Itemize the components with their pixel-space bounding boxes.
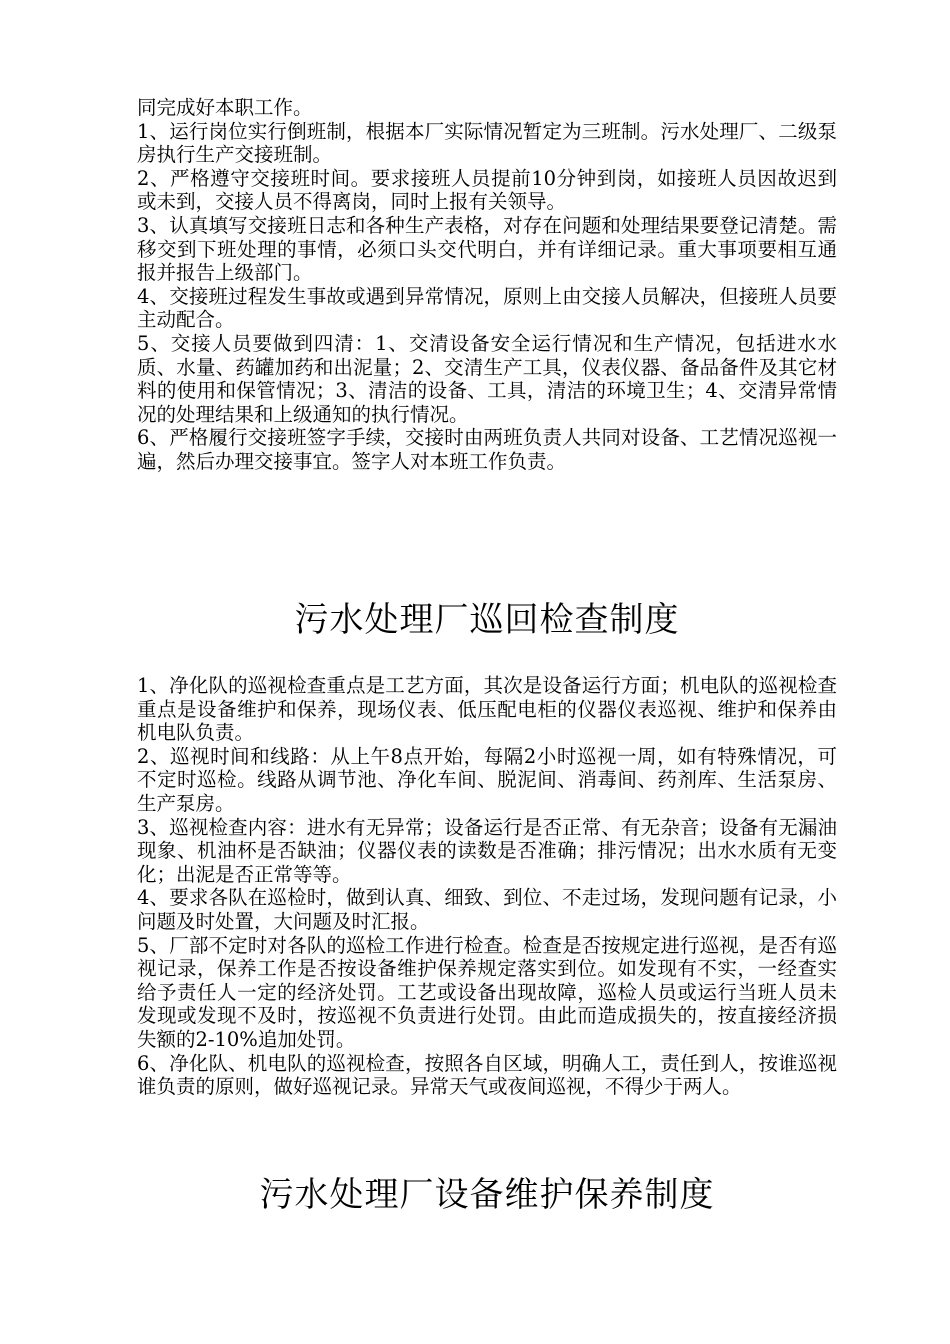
paragraph: 2、严格遵守交接班时间。要求接班人员提前10分钟到岗，如接班人员因故迟到或未到，交接人员不得离岗，同时上报有关领导。 [137,166,837,214]
paragraph: 5、交接人员要做到四清：1、交清设备安全运行情况和生产情况，包括进水水质、水量、药罐加药和出泥量；2、交清生产工具，仪表仪器、备品备件及其它材料的使用和保管情况；3、清洁的设备、工具，清洁的环境卫生；4、交清异常情况的处理结果和上级通知的执行情况。 [137,331,837,426]
section-title-maintenance: 污水处理厂设备维护保养制度 [259,1175,715,1215]
paragraph: 4、交接班过程发生事故或遇到异常情况，原则上由交接人员解决，但接班人员要主动配合。 [137,284,837,332]
paragraph: 6、严格履行交接班签字手续，交接时由两班负责人共同对设备、工艺情况巡视一遍，然后办理交接事宜。签字人对本班工作负责。 [137,426,837,473]
paragraph: 1、运行岗位实行倒班制，根据本厂实际情况暂定为三班制。污水处理厂、二级泵房执行生产交接班制。 [137,119,837,167]
inspection-rules [137,674,837,1099]
paragraph: 同完成好本职工作。 [137,96,313,119]
paragraph: 3、认真填写交接班日志和各种生产表格，对存在问题和处理结果要登记清楚。需移交到下班处理的事情，必须口头交代明白，并有详细记录。重大事项要相互通报并报告上级部门。 [137,213,837,285]
paragraph: 1、净化队的巡视检查重点是工艺方面，其次是设备运行方面；机电队的巡视检查重点是设备维护和保养，现场仪表、低压配电柜的仪器仪表巡视、维护和保养由机电队负责。 [137,674,837,745]
shift-handover-rules [137,96,837,474]
paragraph: 2、巡视时间和线路：从上午8点开始，每隔2小时巡视一周，如有特殊情况，可不定时巡检。线路从调节池、净化车间、脱泥间、消毒间、药剂库、生活泵房、生产泵房。 [137,744,837,815]
paragraph: 4、要求各队在巡检时，做到认真、细致、到位、不走过场，发现问题有记录，小问题及时处置，大问题及时汇报。 [137,886,837,933]
paragraph: 6、净化队、机电队的巡视检查，按照各自区域，明确人工，责任到人，按谁巡视谁负责的原则，做好巡视记录。异常天气或夜间巡视，不得少于两人。 [137,1051,837,1099]
section-title-inspection: 污水处理厂巡回检查制度 [294,600,680,640]
paragraph: 3、巡视检查内容：进水有无异常；设备运行是否正常、有无杂音；设备有无漏油现象、机油杯是否缺油；仪器仪表的读数是否准确；排污情况；出水水质有无变化；出泥是否正常等等。 [137,815,837,886]
paragraph: 5、厂部不定时对各队的巡检工作进行检查。检查是否按规定进行巡视，是否有巡视记录，保养工作是否按设备维护保养规定落实到位。如发现有不实，一经查实给予责任人一定的经济处罚。工艺或设备出现故障，巡检人员或运行当班人员未发现或发现不及时，按巡视不负责进行处罚。由此而造成损失的，按直接经济损失额的2-10%追加处罚。 [137,933,837,1051]
